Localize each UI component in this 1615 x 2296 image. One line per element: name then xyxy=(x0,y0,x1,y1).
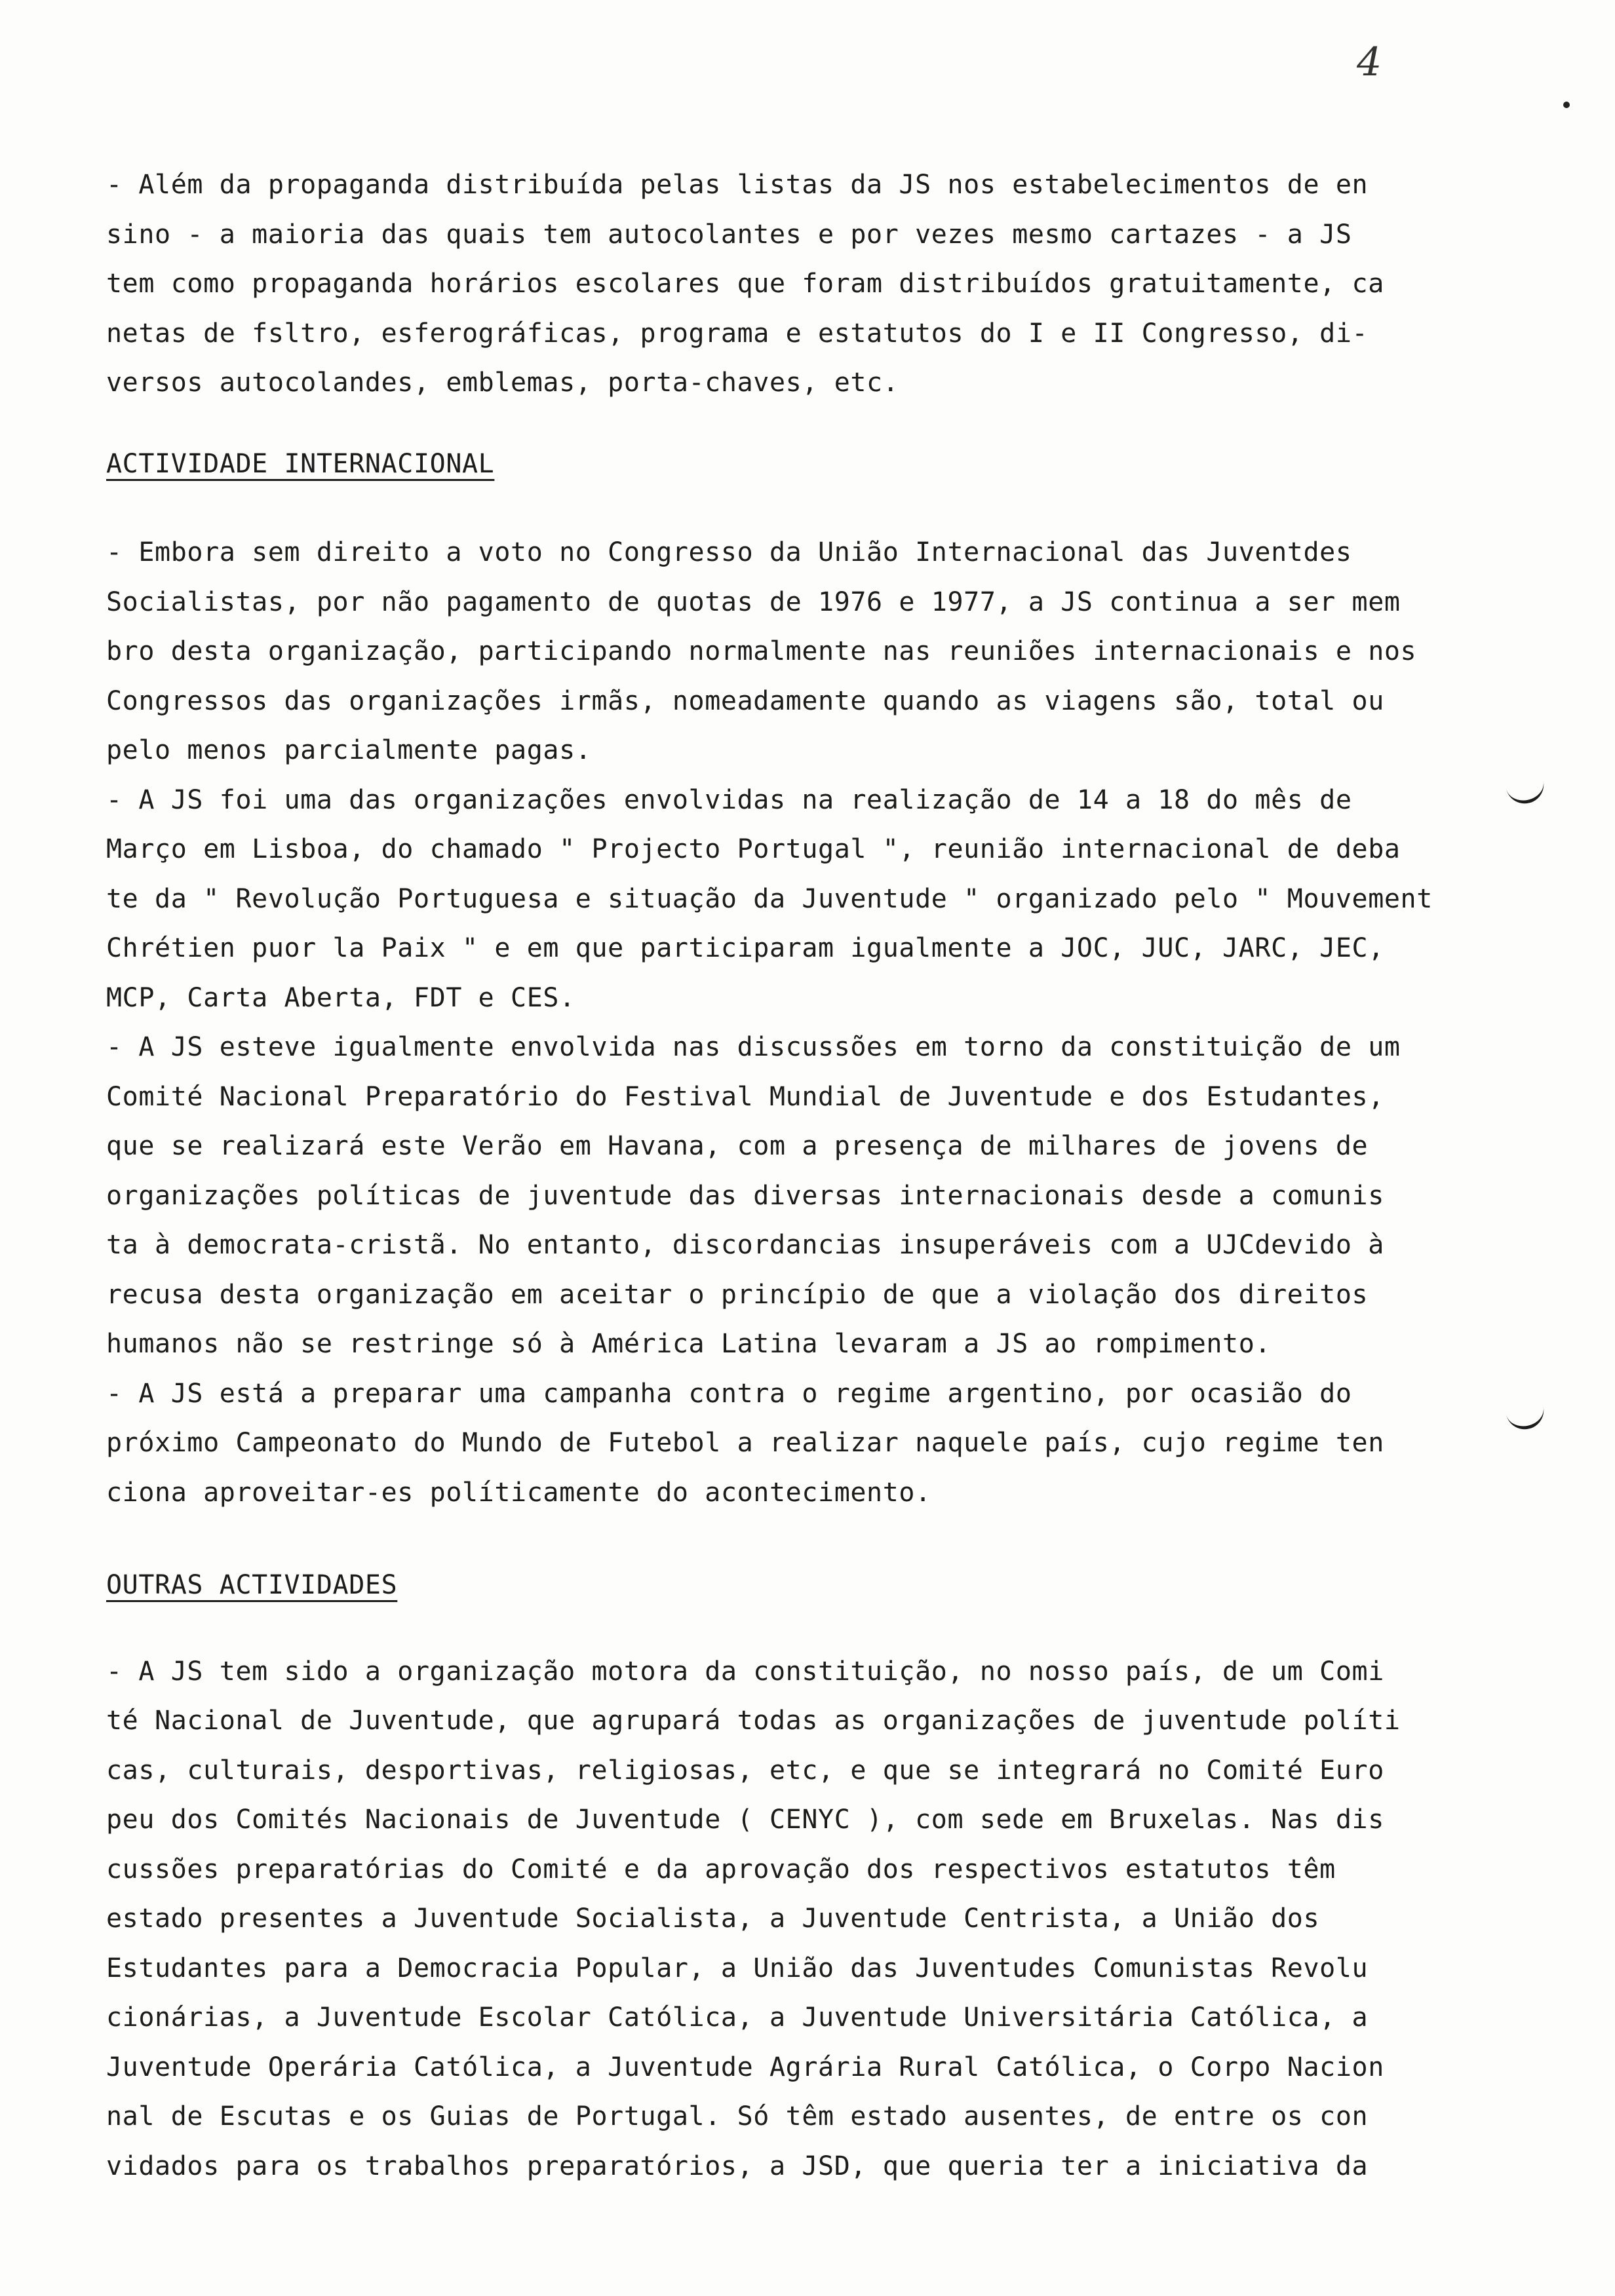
text-line: nal de Escutas e os Guias de Portugal. Só têm estado ausentes, de entre os con xyxy=(106,2101,1369,2132)
page-number: 4 xyxy=(1357,39,1382,85)
text-line: humanos não se restringe só à América Latina levaram a JS ao rompimento. xyxy=(106,1329,1272,1359)
text-line: tem como propaganda horários escolares que foram distribuídos gratuitamente, ca xyxy=(106,269,1384,299)
text-line: versos autocolandes, emblemas, porta-chaves, etc. xyxy=(106,368,899,398)
text-line: Socialistas, por não pagamento de quotas de 1976 e 1977, a JS continua a ser mem xyxy=(106,586,1401,617)
text-line: - Além da propaganda distribuída pelas listas da JS nos estabelecimentos de en xyxy=(106,170,1369,200)
text-line: peu dos Comités Nacionais de Juventude ( CENYC ), com sede em Bruxelas. Nas dis xyxy=(106,1805,1384,1835)
text-line: que se realizará este Verão em Havana, com a presença de milhares de jovens de xyxy=(106,1131,1369,1161)
text-line: - A JS tem sido a organização motora da constituição, no nosso país, de um Comi xyxy=(106,1656,1384,1687)
text-line: netas de fsltro, esferográficas, programa e estatutos do I e II Congresso, di- xyxy=(106,318,1369,349)
text-line: Congressos das organizações irmãs, nomeadamente quando as viagens são, total ou xyxy=(106,685,1384,716)
text-line: MCP, Carta Aberta, FDT e CES. xyxy=(106,982,575,1013)
text-line: Chrétien puor la Paix " e em que participaram igualmente a JOC, JUC, JARC, JEC, xyxy=(106,933,1384,963)
text-line: Estudantes para a Democracia Popular, a União das Juventudes Comunistas Revolu xyxy=(106,1953,1369,1983)
text-line: Comité Nacional Preparatório do Festival Mundial de Juventude e dos Estudantes, xyxy=(106,1081,1384,1112)
text-line: estado presentes a Juventude Socialista, a Juventude Centrista, a União dos xyxy=(106,1904,1320,1934)
text-line: organizações políticas de juventude das diversas internacionais desde a comunis xyxy=(106,1180,1384,1211)
text-line: pelo menos parcialmente pagas. xyxy=(106,735,592,765)
document-body xyxy=(106,161,1568,2191)
text-line: recusa desta organização em aceitar o princípio de que a violação dos direitos xyxy=(106,1279,1369,1310)
text-line: - A JS esteve igualmente envolvida nas discussões em torno da constituição de um xyxy=(106,1032,1401,1062)
section-international xyxy=(106,440,1568,1518)
text-line: - A JS está a preparar uma campanha contra o regime argentino, por ocasião do xyxy=(106,1378,1352,1409)
text-line: cionárias, a Juventude Escolar Católica, a Juventude Universitária Católica, a xyxy=(106,2002,1369,2033)
text-line: - A JS foi uma das organizações envolvidas na realização de 14 a 18 do mês de xyxy=(106,784,1352,815)
text-line: té Nacional de Juventude, que agrupará todas as organizações de juventude políti xyxy=(106,1706,1401,1736)
text-line: vidados para os trabalhos preparatórios, a JSD, que queria ter a iniciativa da xyxy=(106,2151,1369,2181)
text-line: ta à democrata-cristã. No entanto, discordancias insuperáveis com a UJCdevido à xyxy=(106,1230,1384,1260)
text-line: próximo Campeonato do Mundo de Futebol a realizar naquele país, cujo regime ten xyxy=(106,1428,1384,1458)
text-line: te da " Revolução Portuguesa e situação da Juventude " organizado pelo " Mouvement xyxy=(106,883,1433,914)
section-heading-other: OUTRAS ACTIVIDADES xyxy=(106,1570,398,1600)
text-line: Março em Lisboa, do chamado " Projecto Portugal ", reunião internacional de deba xyxy=(106,834,1401,864)
text-line: - Embora sem direito a voto no Congresso da União Internacional das Juventdes xyxy=(106,537,1352,567)
text-line: bro desta organização, participando normalmente nas reuniões internacionais e nos xyxy=(106,636,1417,666)
text-line: cussões preparatórias do Comité e da aprovação dos respectivos estatutos têm xyxy=(106,1854,1336,1885)
intro-paragraph xyxy=(106,161,1568,408)
section-heading-international: ACTIVIDADE INTERNACIONAL xyxy=(106,448,495,479)
section-other xyxy=(106,1561,1568,2191)
text-line: sino - a maioria das quais tem autocolantes e por vezes mesmo cartazes - a JS xyxy=(106,219,1352,250)
ink-dot-mark xyxy=(1563,102,1570,108)
text-line: ciona aproveitar-es políticamente do acontecimento. xyxy=(106,1477,931,1508)
text-line: Juventude Operária Católica, a Juventude Agrária Rural Católica, o Corpo Nacion xyxy=(106,2052,1384,2082)
text-line: cas, culturais, desportivas, religiosas, etc, e que se integrará no Comité Euro xyxy=(106,1755,1384,1786)
